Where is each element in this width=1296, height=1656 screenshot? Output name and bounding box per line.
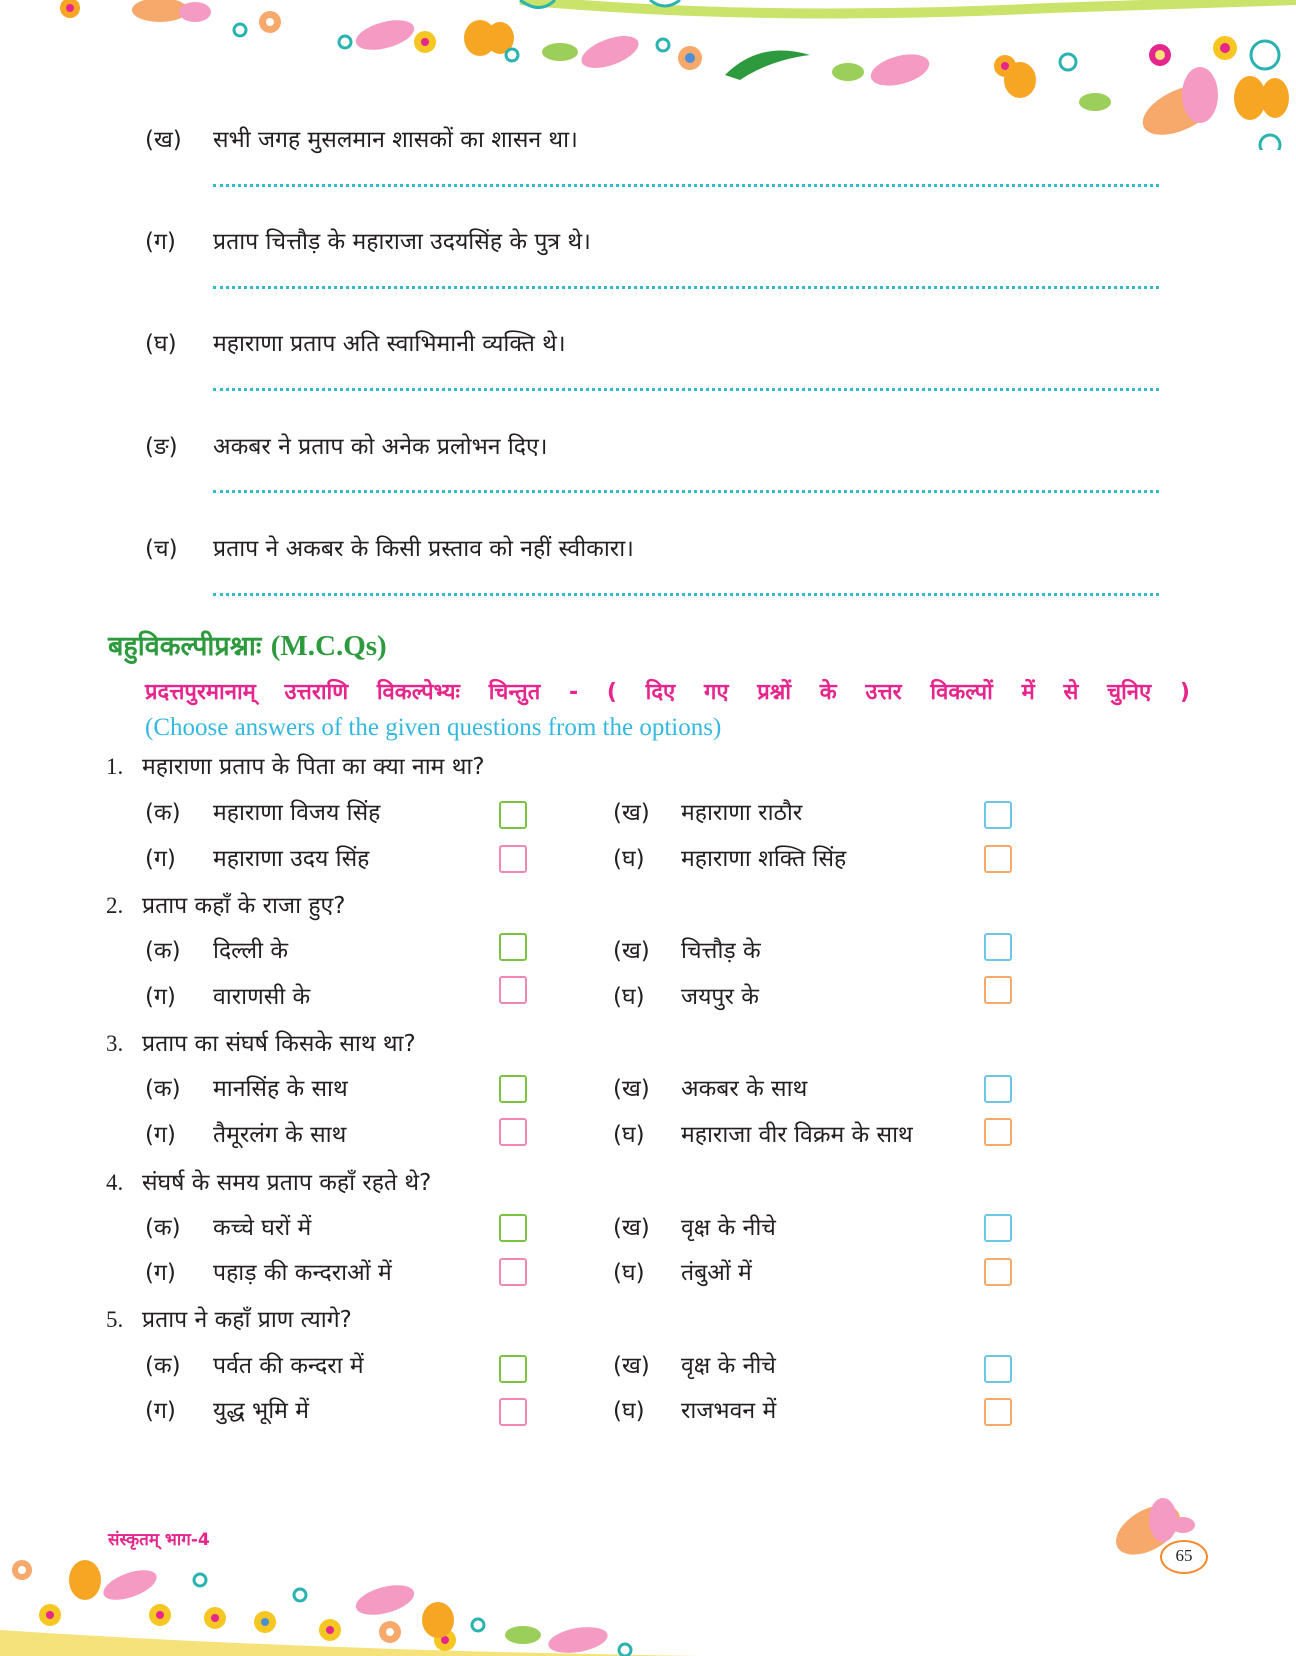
- answer-line[interactable]: [213, 593, 1159, 596]
- question-text: प्रताप ने कहाँ प्राण त्यागे?: [142, 1307, 352, 1333]
- option: [145, 982, 310, 1012]
- answer-checkbox[interactable]: [499, 1214, 527, 1242]
- option-text: तंबुओं में: [681, 1260, 752, 1286]
- answer-checkbox[interactable]: [984, 1398, 1012, 1426]
- section-title-hindi: बहुविकल्पीप्रश्नाः: [108, 631, 262, 662]
- option: [613, 798, 802, 828]
- answer-checkbox[interactable]: [984, 845, 1012, 873]
- answer-checkbox[interactable]: [499, 801, 527, 829]
- option: [613, 1074, 807, 1104]
- option-text: चित्तौड़ के: [681, 938, 761, 964]
- answer-checkbox[interactable]: [984, 976, 1012, 1004]
- option-label: (घ): [613, 1398, 645, 1424]
- answer-checkbox[interactable]: [984, 933, 1012, 961]
- sentence-item: [145, 329, 566, 359]
- answer-checkbox[interactable]: [984, 1118, 1012, 1146]
- option-label: (ख): [613, 800, 650, 826]
- option-label: (ख): [613, 1076, 650, 1102]
- option: [613, 1351, 776, 1381]
- sentence-text: प्रताप चित्तौड़ के महाराजा उदयसिंह के पुत्र थे।: [213, 229, 591, 255]
- option-text: अकबर के साथ: [681, 1076, 808, 1102]
- option-label: (क): [145, 800, 181, 826]
- option-text: वृक्ष के नीचे: [681, 1353, 776, 1379]
- option-text: जयपुर के: [681, 984, 759, 1010]
- option-label: (ग): [145, 1122, 176, 1148]
- option: [145, 1351, 364, 1381]
- option: [145, 1396, 309, 1426]
- answer-line[interactable]: [213, 286, 1159, 289]
- question-number: 3.: [106, 1031, 124, 1056]
- option-text: महाराणा शक्ति सिंह: [681, 846, 847, 872]
- question: [106, 1029, 416, 1059]
- option: [613, 982, 759, 1012]
- sentence-item: [145, 227, 591, 257]
- question: [106, 891, 346, 921]
- answer-checkbox[interactable]: [499, 976, 527, 1004]
- section-title-english: (M.C.Qs): [270, 630, 387, 662]
- question: [106, 1168, 431, 1198]
- option-text: महाराणा उदय सिंह: [213, 846, 370, 872]
- option: [145, 798, 380, 828]
- answer-line[interactable]: [213, 388, 1159, 391]
- option-label: (ख): [613, 938, 650, 964]
- option: [145, 936, 288, 966]
- section-title: [108, 626, 387, 663]
- sentence-text: प्रताप ने अकबर के किसी प्रस्ताव को नहीं स्वीकारा।: [213, 536, 634, 562]
- question-number: 4.: [106, 1170, 124, 1195]
- question: [106, 1305, 352, 1335]
- option-label: (क): [145, 1353, 181, 1379]
- option-text: महाराणा राठौर: [681, 800, 803, 826]
- leaf-icon: [505, 1626, 541, 1644]
- option: [145, 1120, 346, 1150]
- option: [613, 936, 761, 966]
- option: [613, 1396, 776, 1426]
- sentence-item: [145, 432, 547, 462]
- answer-checkbox[interactable]: [499, 1398, 527, 1426]
- option-text: पर्वत की कन्दरा में: [213, 1353, 364, 1379]
- question-number: 1.: [106, 754, 124, 779]
- sentence-item: [145, 534, 634, 564]
- option: [145, 844, 369, 874]
- option: [145, 1074, 348, 1104]
- option-text: वृक्ष के नीचे: [681, 1215, 776, 1241]
- option-label: (ग): [145, 1260, 176, 1286]
- option: [613, 1258, 752, 1288]
- option-text: पहाड़ की कन्दराओं में: [213, 1260, 392, 1286]
- sentence-label: (ख): [145, 127, 182, 153]
- answer-line[interactable]: [213, 184, 1159, 187]
- option-text: दिल्ली के: [213, 938, 289, 964]
- instruction-english: (Choose answers of the given questions from the options): [145, 714, 722, 741]
- question-text: प्रताप का संघर्ष किसके साथ था?: [142, 1031, 416, 1057]
- sentence-label: (घ): [145, 331, 177, 357]
- answer-checkbox[interactable]: [499, 1075, 527, 1103]
- option-label: (घ): [613, 1260, 645, 1286]
- sentence-text: अकबर ने प्रताप को अनेक प्रलोभन दिए।: [213, 434, 548, 460]
- option-label: (ख): [613, 1215, 650, 1241]
- option: [613, 1120, 913, 1150]
- answer-checkbox[interactable]: [499, 1118, 527, 1146]
- option-label: (क): [145, 1076, 181, 1102]
- option: [613, 1213, 776, 1243]
- option-text: तैमूरलंग के साथ: [213, 1122, 347, 1148]
- sentence-label: (ग): [145, 229, 176, 255]
- answer-checkbox[interactable]: [984, 1355, 1012, 1383]
- question-text: प्रताप कहाँ के राजा हुए?: [142, 893, 346, 919]
- decorative-bottom-banner: [0, 1540, 1296, 1656]
- option-label: (घ): [613, 846, 645, 872]
- option-label: (ग): [145, 846, 176, 872]
- option-label: (ख): [613, 1353, 650, 1379]
- sentence-item: [145, 125, 578, 155]
- question-number: 2.: [106, 893, 124, 918]
- instruction-hindi: प्रदत्तपुरमानाम् उत्तराणि विकल्पेभ्यः चिन्तुत - ( दिए गए प्रश्नों के उत्तर विकल्पों में से चुनिए ): [145, 680, 1190, 705]
- option-text: मानसिंह के साथ: [213, 1076, 348, 1102]
- sentence-text: महाराणा प्रताप अति स्वाभिमानी व्यक्ति थे।: [213, 331, 566, 357]
- option-label: (ग): [145, 1398, 176, 1424]
- option-text: कच्चे घरों में: [213, 1215, 312, 1241]
- option-label: (क): [145, 1215, 181, 1241]
- option: [145, 1258, 392, 1288]
- option-text: राजभवन में: [681, 1398, 777, 1424]
- option-text: युद्ध भूमि में: [213, 1398, 309, 1424]
- sentence-label: (ङ): [145, 434, 178, 460]
- question-number: 5.: [106, 1307, 124, 1332]
- answer-checkbox[interactable]: [499, 1258, 527, 1286]
- option-text: महाराजा वीर विक्रम के साथ: [681, 1122, 913, 1148]
- option-label: (ग): [145, 984, 176, 1010]
- option: [145, 1213, 311, 1243]
- answer-checkbox[interactable]: [499, 845, 527, 873]
- sentence-text: सभी जगह मुसलमान शासकों का शासन था।: [213, 127, 578, 153]
- answer-checkbox[interactable]: [984, 1075, 1012, 1103]
- question: [106, 752, 485, 782]
- answer-checkbox[interactable]: [499, 1355, 527, 1383]
- book-title: संस्कृतम् भाग-4: [108, 1530, 210, 1550]
- option-label: (घ): [613, 1122, 645, 1148]
- option-text: महाराणा विजय सिंह: [213, 800, 381, 826]
- option-label: (घ): [613, 984, 645, 1010]
- answer-checkbox[interactable]: [499, 933, 527, 961]
- page-number: 65: [1160, 1540, 1208, 1574]
- answer-checkbox[interactable]: [984, 1258, 1012, 1286]
- option-text: वाराणसी के: [213, 984, 311, 1010]
- option: [613, 844, 846, 874]
- answer-checkbox[interactable]: [984, 801, 1012, 829]
- sentence-label: (च): [145, 536, 178, 562]
- option-label: (क): [145, 938, 181, 964]
- question-text: संघर्ष के समय प्रताप कहाँ रहते थे?: [142, 1170, 432, 1196]
- question-text: महाराणा प्रताप के पिता का क्या नाम था?: [142, 754, 485, 780]
- answer-line[interactable]: [213, 490, 1159, 493]
- answer-checkbox[interactable]: [984, 1214, 1012, 1242]
